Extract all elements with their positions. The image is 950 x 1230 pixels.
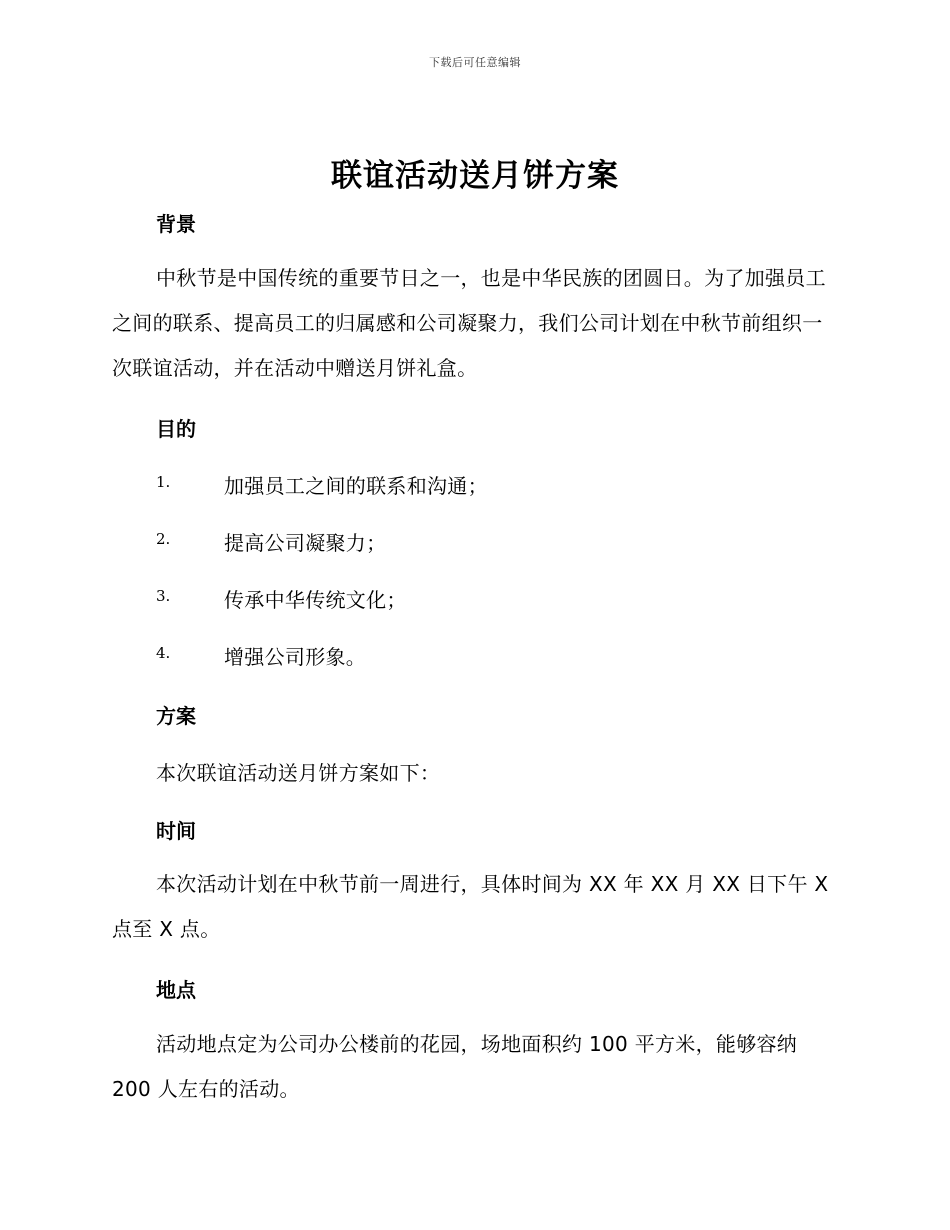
list-item-text: 加强员工之间的联系和沟通； bbox=[224, 474, 488, 498]
section-heading-time: 时间 bbox=[156, 819, 196, 843]
section-heading-background: 背景 bbox=[156, 212, 196, 236]
section-heading-location: 地点 bbox=[156, 978, 196, 1002]
document-title: 联谊活动送月饼方案 bbox=[331, 158, 619, 194]
list-item bbox=[156, 584, 756, 614]
plan-intro: 本次联谊活动送月饼方案如下： bbox=[156, 761, 441, 785]
list-item-number: 1. bbox=[156, 473, 171, 491]
list-item-text: 提高公司凝聚力； bbox=[224, 531, 387, 555]
list-item-text: 增强公司形象。 bbox=[224, 645, 367, 669]
list-item bbox=[156, 470, 756, 500]
header-note: 下载后可任意编辑 bbox=[429, 56, 521, 69]
list-item-text: 传承中华传统文化； bbox=[224, 588, 407, 612]
time-paragraph: 本次活动计划在中秋节前一周进行，具体时间为 XX 年 XX 月 XX 日下午 X 点至 X 点。 bbox=[112, 872, 829, 941]
list-item bbox=[156, 641, 756, 671]
list-item-number: 2. bbox=[156, 530, 171, 548]
background-paragraph: 中秋节是中国传统的重要节日之一，也是中华民族的团圆日。为了加强员工之间的联系、提高员工的归属感和公司凝聚力，我们公司计划在中秋节前组织一次联谊活动，并在活动中赠送月饼礼盒。 bbox=[112, 266, 826, 380]
section-heading-plan: 方案 bbox=[156, 704, 196, 728]
location-paragraph: 活动地点定为公司办公楼前的花园，场地面积约 100 平方米，能够容纳 200 人左右的活动。 bbox=[112, 1032, 798, 1101]
list-item-number: 4. bbox=[156, 644, 171, 662]
section-heading-purpose: 目的 bbox=[156, 417, 196, 441]
list-item bbox=[156, 527, 756, 557]
list-item-number: 3. bbox=[156, 587, 171, 605]
